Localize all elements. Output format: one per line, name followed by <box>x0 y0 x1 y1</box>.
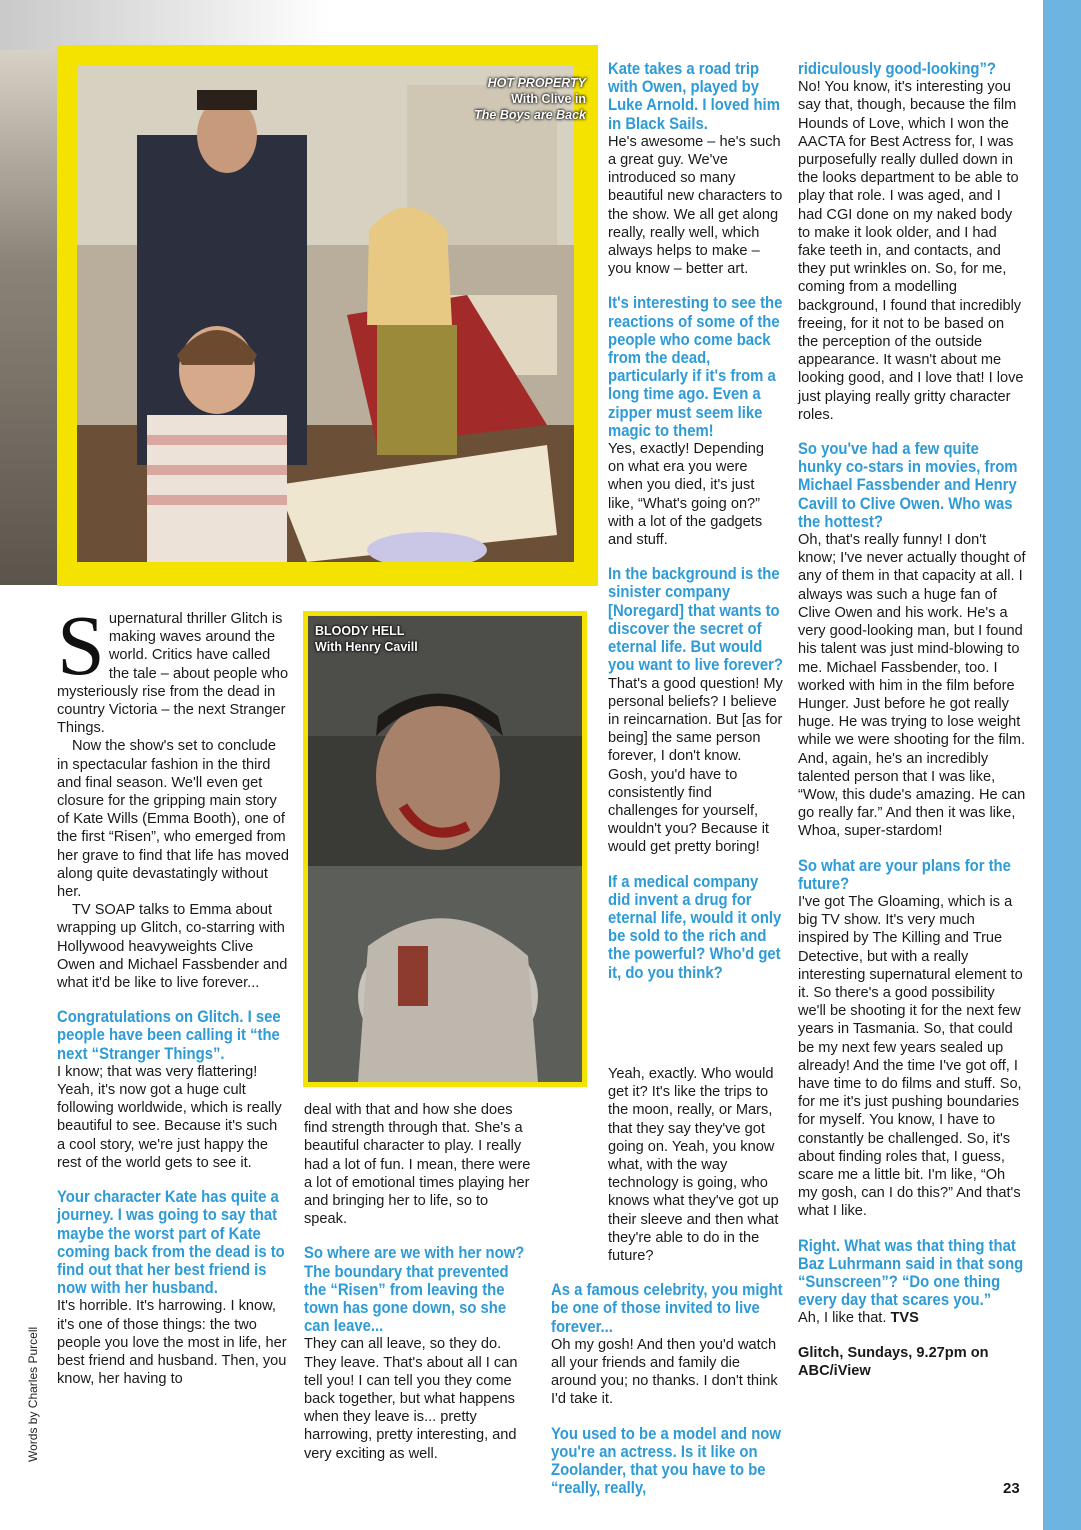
article-column-3-upper <box>608 60 784 982</box>
answer-9: No! You know, it's interesting you say that, though, because the film Hounds of Love, which I won the AACTA for Best Actress for, I was purposefully really dulled down in the looks department to be able to play that role. I was aged, and I had CGI done on my naked body to make it look older, and I had fake teeth in, and contacts, and they put wrinkles on. So, for me, coming from a modelling background, I found that incredibly freeing, for it not to be based on the perception of the outside appearance. It wasn't about me looking good, and I love that! I love just playing really gritty character roles. <box>798 79 1024 423</box>
answer-11: I've got The Gloaming, which is a big TV show. It's very much inspired by The Killing and True Detective, but with a really interesting supernatural element to it. So there's a good possibility we'll be shooting it for the next few years in Tasmania. So, that could be my next few years sealed up already! And the time I've got off, I have time to do films and stuff. So, for me it's just pushing boundaries for myself. You know, I have to constantly be challenged. So, it's about finding roles that, I guess, scare me a little bit. I'm like, “Oh my gosh, can I do this?” And that's what I like. <box>798 893 1023 1220</box>
question-12: Right. What was that thing that Baz Luhrmann said in that song “Sunscreen”? “Do one thing every day that scares you.” <box>798 1236 1024 1310</box>
question-8: As a famous celebrity, you might be one of those invited to live forever... <box>551 1281 783 1336</box>
dark-scene-illustration <box>308 616 582 1082</box>
side-color-strip <box>1043 0 1081 1530</box>
question-1: Congratulations on Glitch. I see people have been calling it “the next “Stranger Things”. <box>57 1008 281 1063</box>
photo-hot-property-image <box>77 65 574 562</box>
drop-cap: S <box>57 597 105 693</box>
question-4: Kate takes a road trip with Owen, played by Luke Arnold. I loved him in Black Sails. <box>608 60 780 133</box>
question-5: It's interesting to see the reactions of some of the people who come back from the dead, particularly if it's from a long time ago. Even a zipper must seem like magic to them! <box>608 294 783 440</box>
answer-10: Oh, that's really funny! I don't know; I've never actually thought of any of them in that capacity at all. I always was such a huge fan of Clive Owen and his work. He's a very good-looking man, but I found his talent was just mind-blowing to me. Michael Fassbender, too. I worked with him in the film before Hunger. Just before he got really huge. He was trying to lose weight while we were shooting for the film. And, again, he's an incredibly talented person that I was like, “Wow, this dude's amazing. He can go really far.” And then it was like, Whoa, super-stardom! <box>798 532 1026 840</box>
answer-3: They can all leave, so they do. They leave. That's about all I can tell you! I can tell you they come back together, but what happens when they leave is... pretty harrowing, pretty interesting, and very exciting as well. <box>304 1336 518 1462</box>
question-9: You used to be a model and now you're an actress. Is it like on Zoolander, that you have to be “really, really, <box>551 1424 781 1498</box>
answer-6: That's a good question! My personal beliefs? I believe in reincarnation. But [as for being] the same person forever, I don't know. Gosh, you'd have to consistently find challenges for yourself, wouldn't you? Because it would get pretty boring! <box>608 675 783 856</box>
answer-12: Ah, I like that. TVS <box>798 1310 919 1327</box>
answer-1: I know; that was very flattering! Yeah, it's now got a huge cult following worldwide, which is really beautiful to see. Because it's such a cool story, we're just happy the rest of the world gets to see it. <box>57 1063 282 1171</box>
photo-hot-property-caption: HOT PROPERTY With Clive in The Boys are Back <box>474 76 586 122</box>
photo-bloody-hell-caption: BLOODY HELL With Henry Cavill <box>315 624 418 654</box>
question-9-continued: ridiculously good-looking”? <box>798 60 996 78</box>
answer-2: It's horrible. It's harrowing. I know, it's one of those things: the two people you love the most in life, her best friend and husband. Then, you know, her having to <box>57 1298 287 1388</box>
answer-2-continued: deal with that and how she does find strength through that. She's a beautiful character to play. I really had a lot of fun. I mean, there were a lot of emotional times playing her and bringing her to life, so to speak. <box>304 1102 531 1228</box>
article-column-4 <box>798 60 1026 1380</box>
answer-7: Yeah, exactly. Who would get it? It's like the trips to the moon, really, or Mars, that they say they've got going on. Yeah, you know what, with the way technology is going, who knows what they've got up their sleeve and then what they're able to do in the future? <box>608 1066 779 1265</box>
question-6: In the background is the sinister company [Noregard] that wants to discover the secret of eternal life. But would you want to live forever? <box>608 565 783 675</box>
question-11: So what are your plans for the future? <box>798 856 1011 893</box>
article-column-3-lower <box>551 1065 783 1497</box>
photo-bloody-hell <box>303 611 587 1087</box>
question-7: If a medical company did invent a drug for eternal life, would it only be sold to the rich and the powerful? Who'd get it, do you think? <box>608 872 782 982</box>
intro-paragraph-3: TV SOAP talks to Emma about wrapping up Glitch, co-starring with Hollywood heavyweights Clive Owen and Michael Fassbender and what it'd be like to live forever... <box>57 902 288 992</box>
page-corner-shadow <box>0 0 330 50</box>
photo-hot-property <box>57 45 598 586</box>
article-column-2 <box>304 1101 534 1463</box>
answer-5: Yes, exactly! Depending on what era you were when you died, it's just like, “What's going on?” with a lot of the gadgets and stuff. <box>608 441 765 549</box>
page-number: 23 <box>1003 1480 1020 1497</box>
airing-info: Glitch, Sundays, 9.27pm on ABC/iView <box>798 1344 989 1379</box>
question-3: So where are we with her now? The boundary that prevented the “Risen” from leaving the town has gone down, so she can leave... <box>304 1244 525 1336</box>
photo-bleed-edge <box>0 50 57 585</box>
intro-paragraph-2: Now the show's set to conclude in spectacular fashion in the third and final season. We'll even get closure for the gripping main story of Kate Wills (Emma Booth), one of the first “Risen”, who emerged from her grave to find that life has moved along quite devastatingly without her. <box>57 738 290 901</box>
family-scene-illustration <box>77 65 574 562</box>
answer-4: He's awesome – he's such a great guy. We've introduced so many beautiful new characters to the show. We all get along really, really well, which always helps to make – you know – better art. <box>608 133 783 278</box>
photo-bloody-hell-image <box>308 616 582 1082</box>
question-2: Your character Kate has quite a journey. I was going to say that maybe the worst part of Kate coming back from the dead is to find out that her best friend is now with her husband. <box>57 1188 285 1298</box>
article-column-1 <box>57 597 290 1388</box>
answer-8: Oh my gosh! And then you'd watch all your friends and family die around you; no thanks. I don't think I'd take it. <box>551 1336 778 1408</box>
byline: Words by Charles Purcell <box>26 1326 40 1462</box>
end-mark: TVS <box>890 1310 919 1327</box>
question-10: So you've had a few quite hunky co-stars in movies, from Michael Fassbender and Henry Cavill to Clive Owen. Who was the hottest? <box>798 440 1018 531</box>
intro-paragraph: Supernatural thriller Glitch is making waves around the world. Critics have called the tale – about people who mysteriously rise from the dead in country Victoria – the next Stranger Things. <box>57 597 289 737</box>
